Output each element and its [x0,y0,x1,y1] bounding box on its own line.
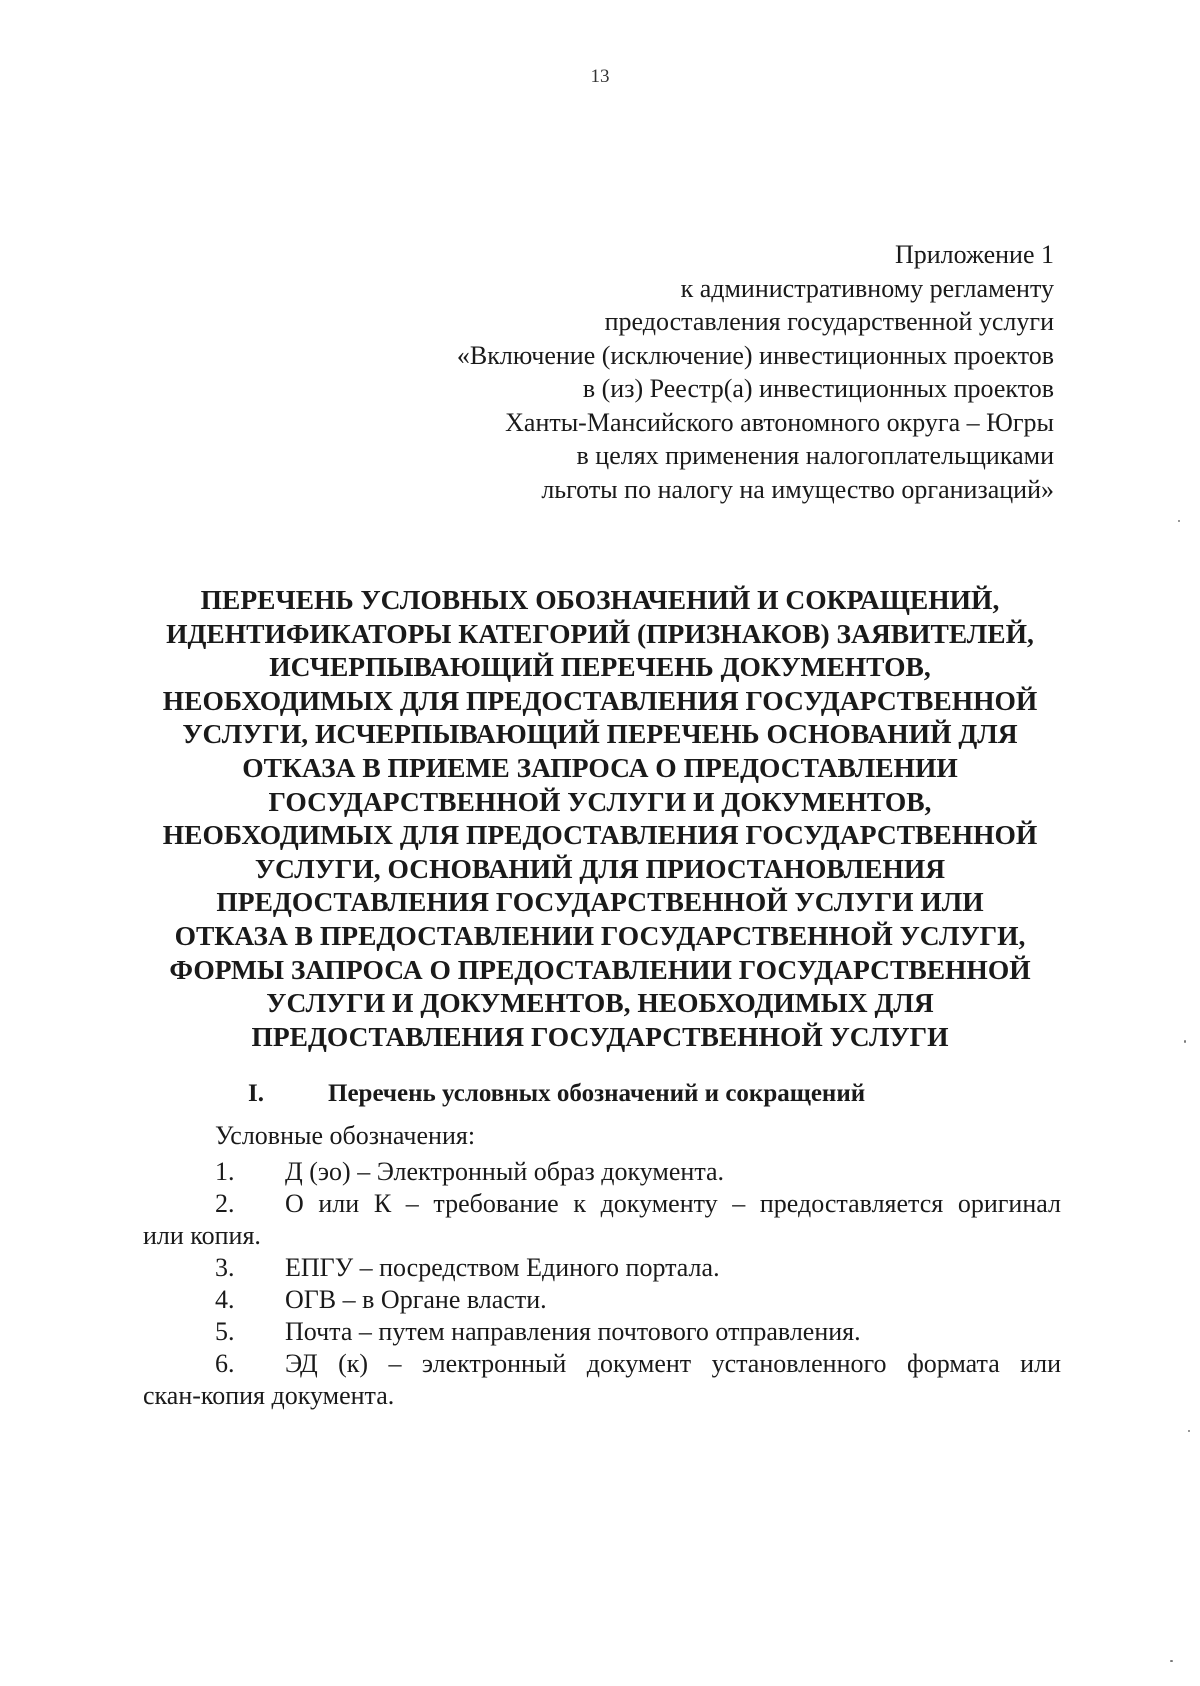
title-line: НЕОБХОДИМЫХ ДЛЯ ПРЕДОСТАВЛЕНИЯ ГОСУДАРСТВЕННОЙ [162,819,1038,851]
title-line: ПРЕДОСТАВЛЕНИЯ ГОСУДАРСТВЕННОЙ УСЛУГИ ИЛИ [216,886,984,918]
title-line: ПРЕДОСТАВЛЕНИЯ ГОСУДАРСТВЕННОЙ УСЛУГИ [251,1020,949,1052]
list-item-number: 1. [215,1157,235,1186]
list-item-text: О или К – требование к документу – предоставляется оригинал [285,1189,1061,1218]
list-item-continuation: скан-копия документа. [143,1381,395,1410]
list-item [143,1252,1061,1284]
list-item-number: 2. [215,1189,235,1218]
list-item [143,1188,1061,1252]
title-line: ОТКАЗА В ПРЕДОСТАВЛЕНИИ ГОСУДАРСТВЕННОЙ УСЛУГИ, [174,919,1026,951]
list-item-text: Д (эо) – Электронный образ документа. [285,1157,725,1186]
title-line: НЕОБХОДИМЫХ ДЛЯ ПРЕДОСТАВЛЕНИЯ ГОСУДАРСТВЕННОЙ [162,684,1038,716]
title-line: ОТКАЗА В ПРИЕМЕ ЗАПРОСА О ПРЕДОСТАВЛЕНИИ [242,751,958,783]
list-item-text: ОГВ – в Органе власти. [285,1285,547,1314]
appendix-line: предоставления государственной услуги [604,307,1054,336]
scan-speck [1184,1040,1186,1043]
appendix-line: Приложение 1 [894,240,1054,269]
list-item-number: 3. [215,1253,235,1282]
list-item-text: ЕПГУ – посредством Единого портала. [285,1253,720,1282]
section-number: I. [248,1080,264,1107]
appendix-line: Ханты-Мансийского автономного округа – Югры [505,407,1054,437]
scan-speck [1170,1660,1173,1662]
title-line: ФОРМЫ ЗАПРОСА О ПРЕДОСТАВЛЕНИИ ГОСУДАРСТВЕННОЙ [169,953,1031,985]
title-line: ГОСУДАРСТВЕННОЙ УСЛУГИ И ДОКУМЕНТОВ, [268,785,932,817]
list-item [143,1316,1061,1348]
document-title [120,583,1080,1053]
title-line: ИСЧЕРПЫВАЮЩИЙ ПЕРЕЧЕНЬ ДОКУМЕНТОВ, [269,651,931,683]
list-item-text: ЭД (к) – электронный документ установленного формата или [285,1349,1061,1378]
list-item [143,1156,1061,1188]
appendix-block [294,238,1054,506]
title-line: УСЛУГИ, ОСНОВАНИЙ ДЛЯ ПРИОСТАНОВЛЕНИЯ [254,852,946,884]
list-item [143,1348,1061,1412]
appendix-line: в (из) Реестр(а) инвестиционных проектов [582,374,1054,403]
title-line: ПЕРЕЧЕНЬ УСЛОВНЫХ ОБОЗНАЧЕНИЙ И СОКРАЩЕНИЙ, [200,584,1000,615]
legend-list [143,1156,1061,1412]
title-line: ИДЕНТИФИКАТОРЫ КАТЕГОРИЙ (ПРИЗНАКОВ) ЗАЯВИТЕЛЕЙ, [166,617,1034,649]
list-item-number: 6. [215,1349,235,1378]
list-item-text: Почта – путем направления почтового отправления. [285,1317,861,1346]
appendix-line: льготы по налогу на имущество организаций» [541,474,1054,504]
title-line: УСЛУГИ И ДОКУМЕНТОВ, НЕОБХОДИМЫХ ДЛЯ [266,987,934,1019]
appendix-line: «Включение (исключение) инвестиционных проектов [456,340,1054,370]
appendix-line: в целях применения налогоплательщиками [576,441,1054,470]
section-heading-text: Перечень условных обозначений и сокращений [328,1080,866,1107]
title-line: УСЛУГИ, ИСЧЕРПЫВАЮЩИЙ ПЕРЕЧЕНЬ ОСНОВАНИЙ ДЛЯ [182,718,1018,750]
page-number: 13 [590,66,610,87]
appendix-line: к административному регламенту [680,273,1054,303]
scan-speck [1178,520,1180,522]
list-item [143,1284,1061,1316]
list-item-continuation: или копия. [143,1221,261,1250]
list-item-number: 4. [215,1285,235,1314]
section-heading [248,1080,865,1108]
scan-speck [1188,1430,1190,1432]
legend-intro: Условные обозначения: [215,1121,476,1150]
list-item-number: 5. [215,1317,235,1346]
